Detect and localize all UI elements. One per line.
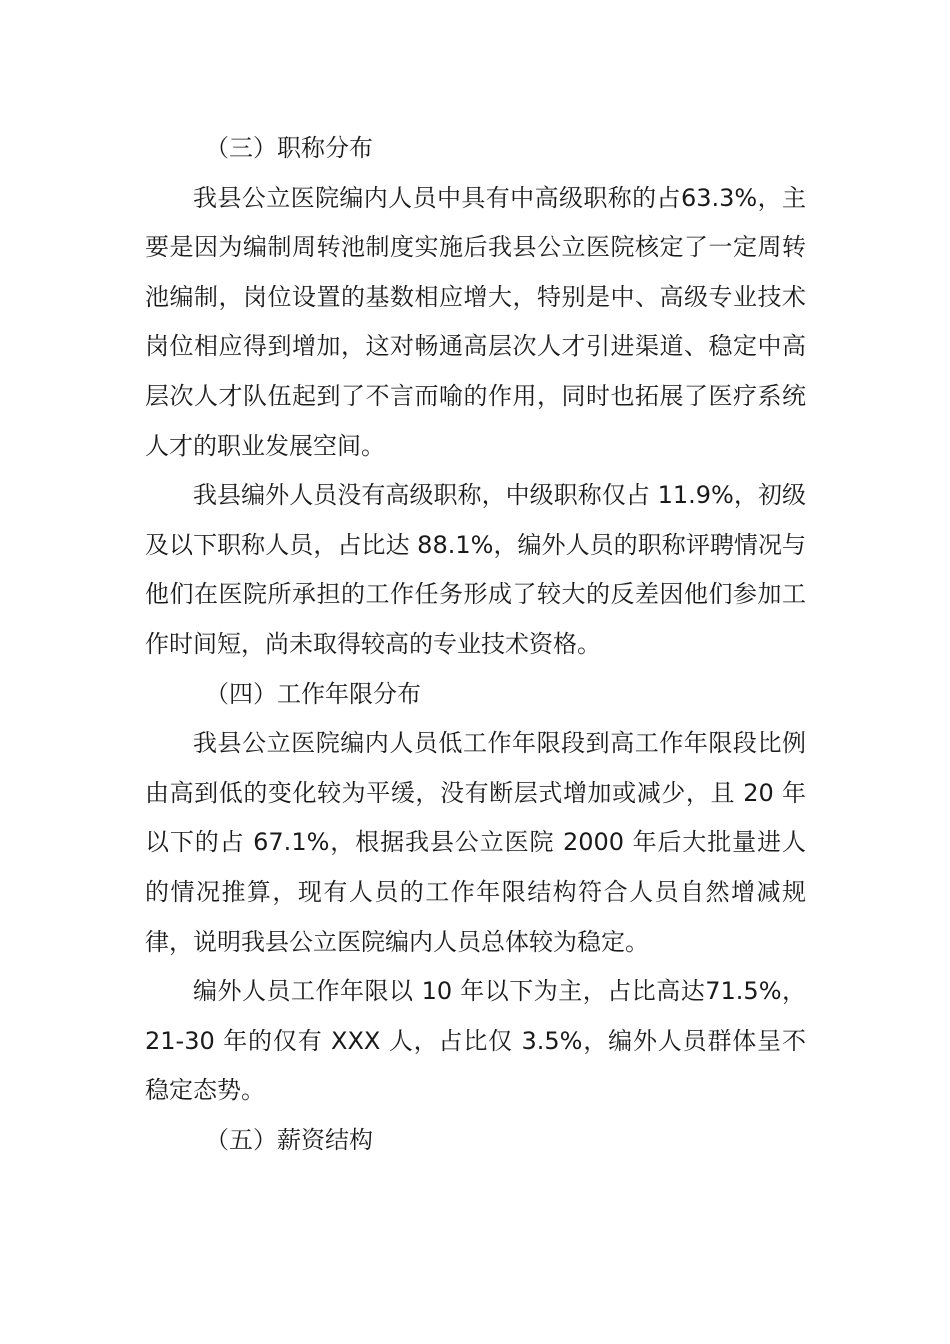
paragraph-work-years-staff: 我县公立医院编内人员低工作年限段到高工作年限段比例由高到低的变化较为平缓，没有断层式增加或减少，且 20 年以下的占 67.1%，根据我县公立医院 2000 年后大批量进人的情况推算，现有人员的工作年限结构符合人员自然增减规律，说明我县公立医院编内人员总体较为稳定。 bbox=[145, 729, 806, 956]
paragraph-titles-staff: 我县公立医院编内人员中具有中高级职称的占63.3%，主要是因为编制周转池制度实施后我县公立医院核定了一定周转池编制，岗位设置的基数相应增大，特别是中、高级专业技术岗位相应得到增加，这对畅通高层次人才引进渠道、稳定中高层次人才队伍起到了不言而喻的作用，同时也拓展了医疗系统人才的职业发展空间。 bbox=[145, 183, 806, 460]
section-heading-salary: （五）薪资结构 bbox=[205, 1125, 373, 1154]
paragraph-work-years-contract: 编外人员工作年限以 10 年以下为主，占比高达71.5%，21-30 年的仅有 XXX 人，占比仅 3.5%，编外人员群体呈不稳定态势。 bbox=[145, 977, 806, 1105]
document-body bbox=[145, 124, 806, 1165]
paragraph-titles-contract: 我县编外人员没有高级职称，中级职称仅占 11.9%，初级及以下职称人员，占比达 88.1%，编外人员的职称评聘情况与他们在医院所承担的工作任务形成了较大的反差因他们参加工作时间短，尚未取得较高的专业技术资格。 bbox=[145, 481, 806, 658]
section-heading-titles: （三）职称分布 bbox=[205, 134, 373, 162]
section-heading-work-years: （四）工作年限分布 bbox=[205, 679, 421, 708]
